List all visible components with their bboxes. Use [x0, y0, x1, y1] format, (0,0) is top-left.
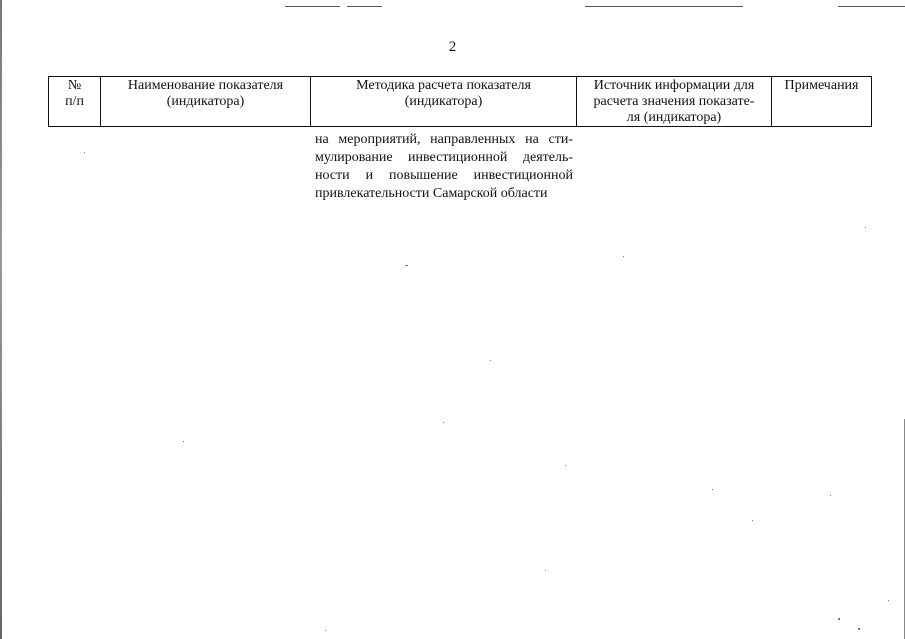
header-line: ля (индикатора) [626, 110, 722, 125]
scan-speck [623, 256, 624, 257]
header-line: (индикатора) [404, 94, 483, 109]
scan-speck [545, 570, 546, 571]
scan-speck [865, 227, 866, 228]
page-number: 2 [448, 39, 457, 55]
scan-speck [858, 628, 860, 630]
header-line: Методика расчета показателя [356, 78, 531, 93]
header-cell-indicator-name [101, 77, 311, 127]
scan-speck [183, 441, 184, 442]
header-line: расчета значения показате- [593, 94, 755, 109]
header-line: Наименование показателя [127, 78, 284, 93]
scan-edge-left [0, 0, 2, 639]
scan-speck [443, 422, 444, 423]
scan-speck [712, 489, 713, 490]
header-line: Примечания [784, 78, 859, 93]
method-continuation-text [315, 131, 573, 203]
scan-speck [838, 618, 840, 620]
header-cell-number [49, 77, 101, 127]
scan-line-top [347, 6, 382, 7]
header-line: п/п [65, 94, 84, 109]
scan-speck [565, 465, 566, 466]
scan-line-top [585, 6, 743, 7]
text-line: на мероприятий, направленных на сти- [315, 132, 573, 147]
table-header-row [49, 77, 872, 127]
scan-speck [490, 360, 491, 361]
scan-line-top [285, 6, 340, 7]
header-line: Источник информации для [593, 78, 755, 93]
scan-speck [84, 152, 85, 153]
scan-speck [752, 520, 753, 521]
text-line: мулирование инвестиционной деятель- [315, 150, 573, 165]
scan-speck [405, 265, 408, 266]
text-line: ности и повышение инвестиционной [315, 168, 573, 183]
scan-line-top [838, 6, 905, 7]
header-cell-notes [772, 77, 872, 127]
header-line: № [67, 78, 82, 93]
indicator-table-header [48, 76, 872, 127]
header-cell-calculation-method [311, 77, 577, 127]
header-line: (индикатора) [166, 94, 245, 109]
scan-speck [888, 600, 889, 601]
text-line: привлекательности Самарской области [315, 186, 548, 201]
scan-speck [325, 630, 326, 631]
header-cell-information-source [577, 77, 772, 127]
scan-speck [830, 495, 831, 496]
